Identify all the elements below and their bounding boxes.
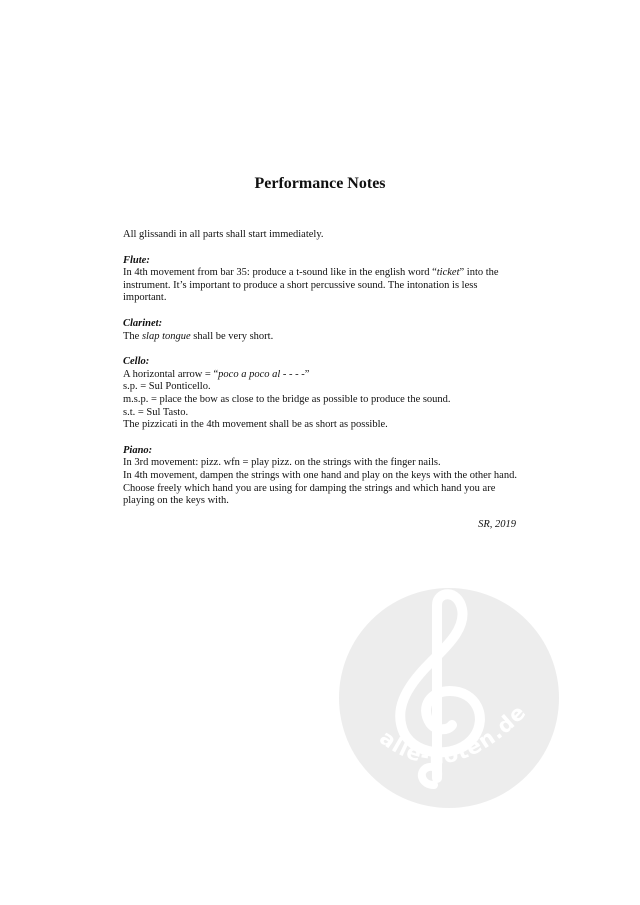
clarinet-heading: Clarinet: [123, 317, 163, 329]
piano-line-2: In 4th movement, dampen the strings with one hand and play on the keys with the other hand. Choose freely which hand you are using for damping the strings and which hand you are playing on the keys with. [123, 469, 517, 507]
cello-arrow-1: A horizontal arrow = “ [123, 368, 219, 380]
cello-msp-line: m.s.p. = place the bow as close to the bridge as possible to produce the sound. [123, 393, 451, 405]
cello-sp-line: s.p. = Sul Ponticello. [123, 381, 211, 393]
cello-arrow-2: ” [304, 368, 310, 380]
piano-line-1: In 3rd movement: pizz. wfn = play pizz. on the strings with the finger nails. [123, 457, 441, 469]
signature: SR, 2019 [478, 519, 516, 530]
clarinet-italic: slap tongue [141, 330, 191, 342]
flute-italic: ticket [436, 267, 460, 279]
flute-text-1: In 4th movement from bar 35: produce a t-sound like in the english word “ [123, 267, 437, 279]
page-title: Performance Notes [254, 175, 386, 192]
watermark-logo [338, 587, 560, 809]
cello-pizz-line: The pizzicati in the 4th movement shall be as short as possible. [123, 419, 388, 431]
clarinet-text [123, 331, 523, 344]
piano-heading: Piano: [123, 444, 153, 456]
watermark-circle [339, 588, 559, 808]
flute-section [123, 255, 523, 305]
watermark-text: alle-noten.de [375, 699, 531, 769]
cello-heading: Cello: [123, 356, 150, 368]
flute-heading: Flute: [123, 254, 150, 266]
piano-section [123, 445, 523, 508]
flute-text-2: ” into the instrument. It’s important to produce a short percussive sound. The intonation is less important. [123, 267, 499, 304]
clarinet-section [123, 318, 523, 343]
cello-st-line: s.t. = Sul Tasto. [123, 406, 189, 418]
cello-section [123, 356, 523, 432]
clarinet-text-1: The [123, 330, 142, 342]
cello-arrow-italic: poco a poco al - - - - [218, 368, 305, 380]
notes-body [123, 229, 523, 508]
flute-text [123, 267, 523, 305]
clarinet-text-2: shall be very short. [190, 330, 274, 342]
cello-arrow-line [123, 369, 523, 382]
intro-text: All glissandi in all parts shall start immediately. [123, 229, 324, 240]
